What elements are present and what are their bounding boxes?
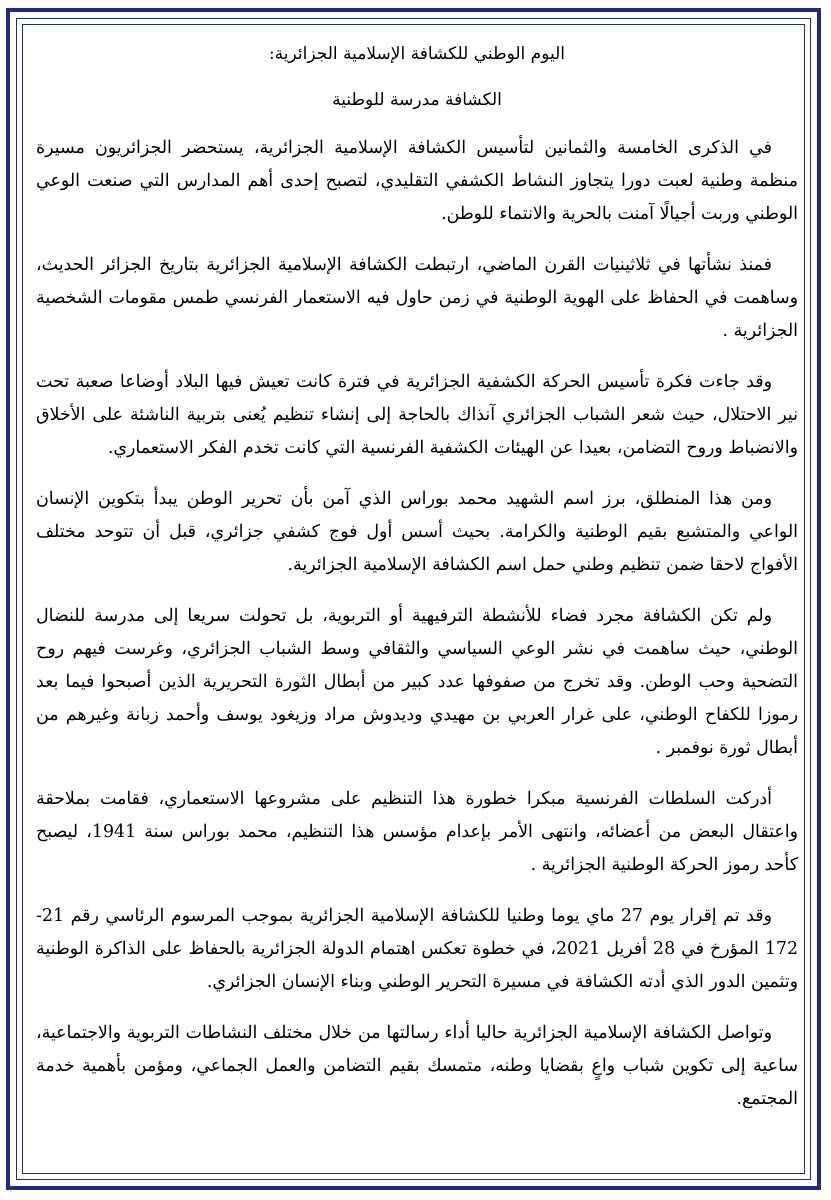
document-title: اليوم الوطني للكشافة الإسلامية الجزائرية: xyxy=(268,44,566,64)
paragraph-4: ومن هذا المنطلق، برز اسم الشهيد محمد بوراس الذي آمن بأن تحرير الوطن يبدأ بتكوين الإنسان الواعي والمتشبع بقيم الوطنية والكرامة. بحيث أسس أول فوج كشفي جزائري، قبل أن تتوحد مختلف الأفواج لاحقا ضمن تنظيم وطني حمل اسم الكشافة الإسلامية الجزائرية. xyxy=(36,489,798,575)
paragraph-7: وقد تم إقرار يوم 27 ماي يوما وطنيا للكشافة الإسلامية الجزائرية بموجب المرسوم الرئاسي رقم 21-172 المؤرخ في 28 أفريل 2021، في خطوة تعكس اهتمام الدولة الجزائرية بالحفاظ على الذاكرة الوطنية وتثمين الدور الذي أدته الكشافة في مسيرة التحرير الوطني وبناء الإنسان الجزائري. xyxy=(36,906,798,992)
paragraph-8: وتواصل الكشافة الإسلامية الجزائرية حاليا أداء رسالتها من خلال مختلف النشاطات التربوية والاجتماعية، ساعية إلى تكوين شباب واعٍ بقضايا وطنه، متمسك بقيم التضامن والعمل الجماعي، ومؤمن بأهمية خدمة المجتمع. xyxy=(36,1023,798,1109)
document-body xyxy=(36,36,798,1160)
document-subtitle: الكشافة مدرسة للوطنية xyxy=(332,90,502,110)
paragraph-1: في الذكرى الخامسة والثمانين لتأسيس الكشافة الإسلامية الجزائرية، يستحضر الجزائريون مسيرة منظمة وطنية لعبت دورا يتجاوز النشاط الكشفي التقليدي، لتصبح إحدى أهم المدارس التي صنعت الوعي الوطني وربت أجيالًا آمنت بالحرية والانتماء للوطن. xyxy=(36,138,798,224)
paragraph-5: ولم تكن الكشافة مجرد فضاء للأنشطة الترفيهية أو التربوية، بل تحولت سريعا إلى مدرسة للنضال الوطني، حيث ساهمت في نشر الوعي السياسي والثقافي وسط الشباب الجزائري، وغرست فيهم روح التضحية وحب الوطن. وقد تخرج من صفوفها عدد كبير من أبطال الثورة التحريرية الذين أصبحوا فيما بعد رموزا للكفاح الوطني، على غرار العربي بن مهيدي وديدوش مراد وزيغود يوسف وأحمد زبانة وغيرهم من أبطال ثورة نوفمبر . xyxy=(36,606,798,758)
paragraph-6: أدركت السلطات الفرنسية مبكرا خطورة هذا التنظيم على مشروعها الاستعماري، فقامت بملاحقة واعتقال البعض من أعضائه، وانتهى الأمر بإعدام مؤسس هذا التنظيم، محمد بوراس سنة 1941، ليصبح كأحد رموز الحركة الوطنية الجزائرية . xyxy=(36,789,798,875)
paragraph-3: وقد جاءت فكرة تأسيس الحركة الكشفية الجزائرية في فترة كانت تعيش فيها البلاد أوضاعا صعبة تحت نير الاحتلال، حيث شعر الشباب الجزائري آنذاك بالحاجة إلى إنشاء تنظيم يُعنى بتربية الناشئة على الأخلاق والانضباط وروح التضامن، بعيدا عن الهيئات الكشفية الفرنسية التي كانت تخدم الفكر الاستعماري. xyxy=(36,372,798,458)
paragraph-2: فمنذ نشأتها في ثلاثينيات القرن الماضي، ارتبطت الكشافة الإسلامية الجزائرية بتاريخ الجزائر الحديث، وساهمت في الحفاظ على الهوية الوطنية في زمن حاول فيه الاستعمار الفرنسي طمس مقومات الشخصية الجزائرية . xyxy=(36,255,798,341)
